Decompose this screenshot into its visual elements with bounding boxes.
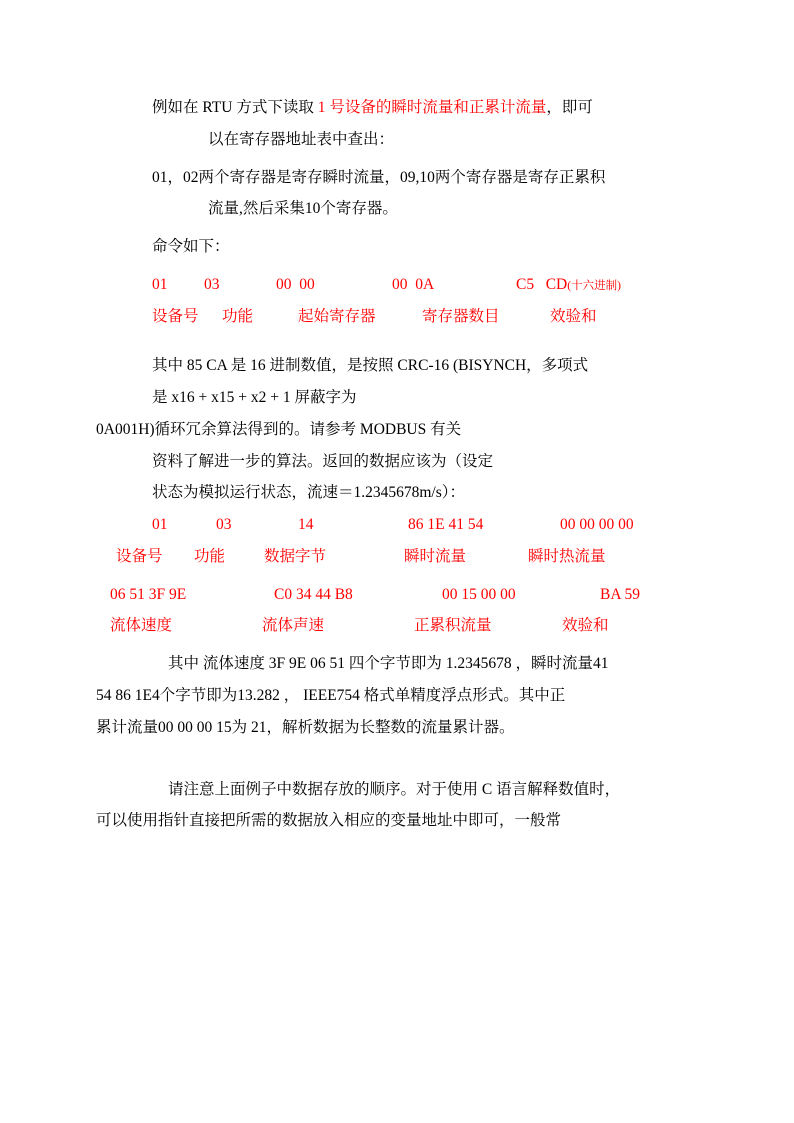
command-value-checksum: C5 CD (516, 275, 568, 293)
command-value-function: 03 (204, 275, 220, 293)
response-value-fluid-speed: 06 51 3F 9E (110, 585, 187, 603)
text-run-highlight: 1 号设备的瞬时流量和正累计流量 (317, 99, 547, 116)
paragraph-crc-line4: 资料了解进一步的算法。返回的数据应该为（设定 (152, 452, 494, 470)
command-value-start-register: 00 00 (276, 275, 315, 293)
command-values-row (152, 269, 698, 301)
command-label-checksum: 效验和 (550, 307, 597, 325)
response-value-total-flow: 00 15 00 00 (442, 585, 516, 603)
paragraph-registers-line1: 01，02两个寄存器是寄存瞬时流量，09,10两个寄存器是寄存正累积 (152, 168, 606, 186)
response-value-instant-heat-flow: 00 00 00 00 (560, 516, 634, 534)
paragraph-crc-line1: 其中 85 CA 是 16 进制数值，是按照 CRC-16 (BISYNCH，多项式 (152, 357, 589, 375)
response-label-checksum: 效验和 (562, 617, 609, 635)
response-values-row-2 (110, 579, 698, 611)
response-labels-row-2 (110, 610, 698, 642)
response-value-function: 03 (216, 516, 232, 534)
response-label-byte-count: 数据字节 (264, 547, 327, 565)
command-label-device: 设备号 (152, 307, 199, 325)
text-run: ，即可 (546, 99, 593, 116)
response-value-instant-flow: 86 1E 41 54 (408, 516, 484, 534)
paragraph-parse-line1: 其中 流体速度 3F 9E 06 51 四个字节即为 1.2345678 ，瞬时流量41 (168, 655, 609, 673)
paragraph-parse-line2: 54 86 1E4个字节即为13.282 ， IEEE754 格式单精度浮点形式。其中正 (96, 687, 566, 705)
paragraph-parse-line3: 累计流量00 00 00 15为 21，解析数据为长整数的流量累计器。 (96, 718, 515, 736)
command-hex-note: (十六进制) (567, 279, 621, 292)
command-value-register-count: 00 0A (392, 275, 435, 293)
paragraph-crc-line3: 0A001H)循环冗余算法得到的。请参考 MODBUS 有关 (96, 420, 462, 438)
paragraph-crc-line5: 状态为模拟运行状态，流速＝1.2345678m/s）： (152, 484, 466, 502)
response-label-total-flow: 正累积流量 (414, 617, 492, 635)
command-frame-table (96, 269, 698, 333)
paragraph-note-line1: 请注意上面例子中数据存放的顺序。对于使用 C 语言解释数值时， (168, 780, 621, 798)
command-labels-row (152, 301, 698, 333)
command-label-start-register: 起始寄存器 (298, 307, 376, 325)
response-values-row-1 (110, 509, 698, 541)
response-value-checksum: BA 59 (600, 585, 641, 603)
command-value-device: 01 (152, 275, 168, 293)
text-run: 例如在 RTU 方式下读取 (152, 99, 318, 116)
paragraph-example-intro (96, 92, 698, 124)
response-label-sound-speed: 流体声速 (262, 617, 325, 635)
paragraph-note-line2: 可以使用指针直接把所需的数据放入相应的变量地址中即可，一般常 (96, 812, 562, 830)
document-body (96, 92, 698, 837)
response-value-sound-speed: C0 34 44 B8 (274, 585, 353, 603)
response-frame-table (96, 509, 698, 642)
paragraph-example-intro-cont: 以在寄存器地址表中查出： (208, 130, 395, 148)
command-label-register-count: 寄存器数目 (422, 307, 500, 325)
response-labels-row-1 (110, 541, 698, 573)
response-label-function: 功能 (194, 547, 226, 565)
paragraph-crc-line2: 是 x16 + x15 + x2 + 1 屏蔽字为 (152, 389, 357, 407)
response-value-device: 01 (152, 516, 168, 534)
response-label-device: 设备号 (116, 547, 163, 565)
response-label-instant-heat-flow: 瞬时热流量 (528, 547, 606, 565)
paragraph-command-heading: 命令如下： (152, 238, 230, 256)
paragraph-registers-line2: 流量,然后采集10个寄存器。 (208, 200, 398, 218)
response-label-fluid-speed: 流体速度 (110, 617, 173, 635)
command-label-function: 功能 (222, 307, 254, 325)
response-label-instant-flow: 瞬时流量 (404, 547, 467, 565)
response-value-byte-count: 14 (298, 516, 314, 534)
